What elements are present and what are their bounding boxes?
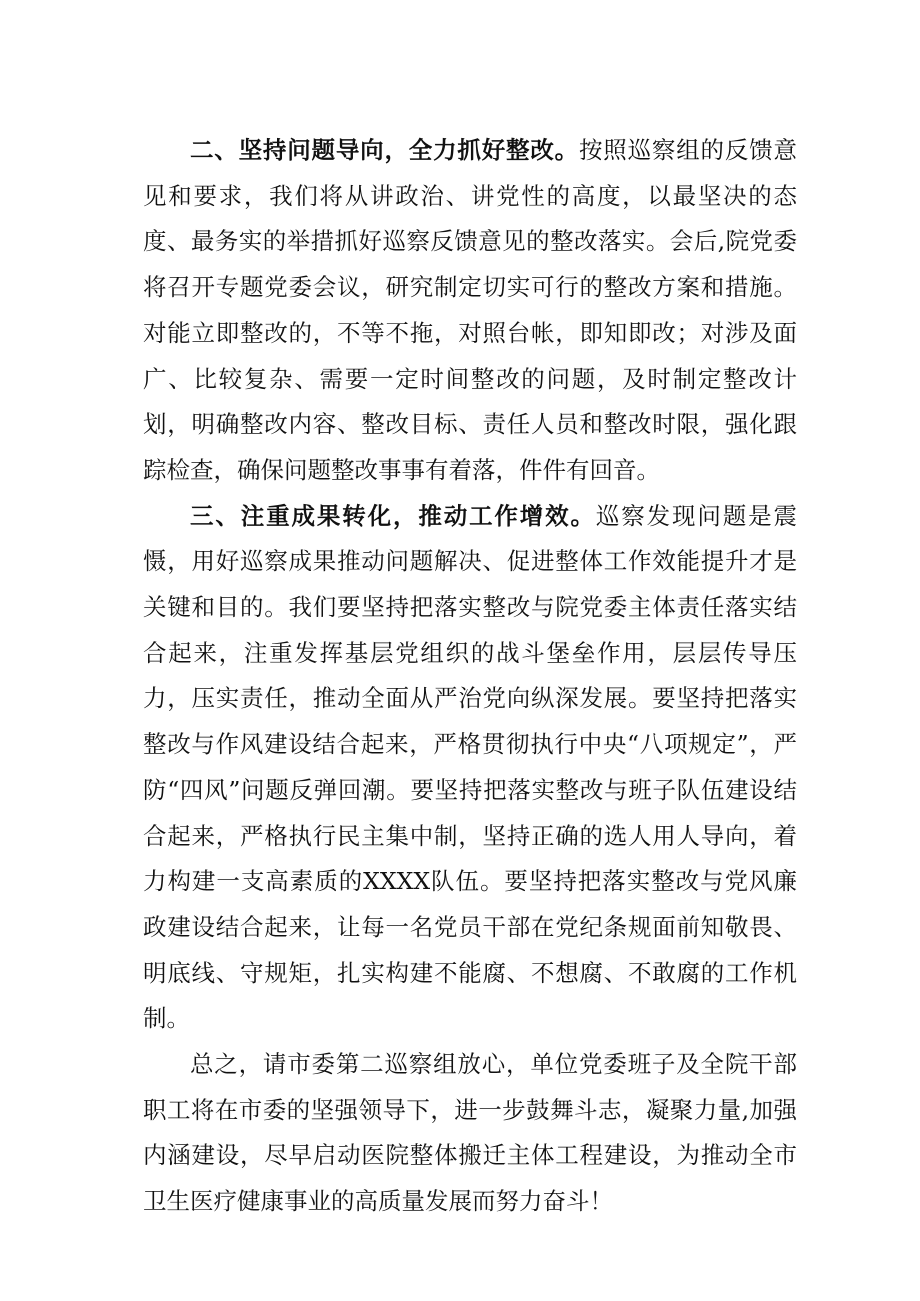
paragraph-conclusion: [143, 1042, 797, 1225]
paragraph-rectification: [143, 128, 797, 494]
document-body: [143, 128, 797, 1225]
paragraph-text: 巡察发现问题是震慑，用好巡察成果推动问题解决、促进整体工作效能提升才是关键和目的。我们要坚持把落实整改与院党委主体责任落实结合起来，注重发挥基层党组织的战斗堡垒作用，层层传导压力，压实责任，推动全面从严治党向纵深发展。要坚持把落实整改与作风建设结合起来，严格贯彻执行中央“八项规定”，严防“四风”问题反弹回潮。要坚持把落实整改与班子队伍建设结合起来，严格执行民主集中制，坚持正确的选人用人导向，着力构建一支高素质的XXXX队伍。要坚持把落实整改与党风廉政建设结合起来，让每一名党员干部在党纪条规面前知敬畏、明底线、守规矩，扎实构建不能腐、不想腐、不敢腐的工作机制。: [143, 501, 798, 1033]
paragraph-text: 总之，请市委第二巡察组放心，单位党委班子及全院干部职工将在市委的坚强领导下，进一步鼓舞斗志，凝聚力量,加强内涵建设，尽早启动医院整体搬迁主体工程建设，为推动全市卫生医疗健康事业的高质量发展而努力奋斗！: [143, 1050, 797, 1216]
paragraph-results-transformation: [143, 494, 797, 1042]
paragraph-text: 按照巡察组的反馈意见和要求，我们将从讲政治、讲党性的高度，以最坚决的态度、最务实的举措抓好巡察反馈意见的整改落实。会后,院党委将召开专题党委会议，研究制定切实可行的整改方案和措施。对能立即整改的，不等不拖，对照台帐，即知即改；对涉及面广、比较复杂、需要一定时间整改的问题，及时制定整改计划，明确整改内容、整改目标、责任人员和整改时限，强化跟踪检查，确保问题整改事事有着落，件件有回音。: [143, 136, 797, 484]
paragraph-heading: 二、坚持问题导向，全力抓好整改。: [190, 136, 579, 164]
paragraph-heading: 三、注重成果转化，推动工作增效。: [190, 501, 596, 530]
